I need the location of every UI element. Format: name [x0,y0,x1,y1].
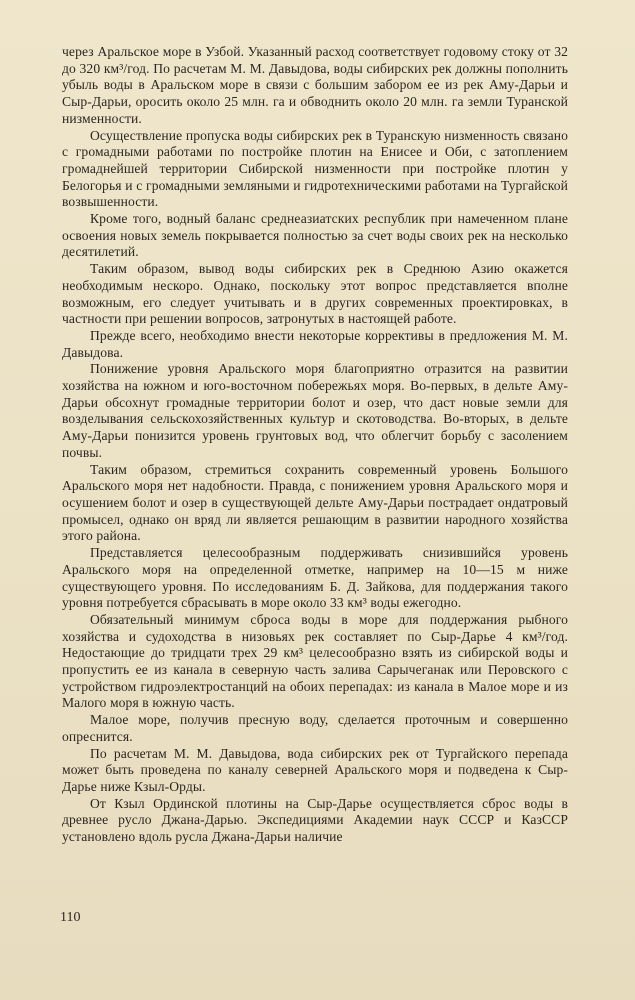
paragraph: Прежде всего, необходимо внести некоторые коррективы в предложения М. М. Давыдова. [62,327,568,360]
paragraph: Осуществление пропуска воды сибирских рек в Туранскую низменность связано с громадными работами по постройке плотин на Енисее и Оби, с затоплением громаднейшей территории Сибирской низменности при постройке плотин у Белогорья и с громадными земляными и гидротехническими работами на Тургайской возвышенности. [62,127,568,210]
paragraph: По расчетам М. М. Давыдова, вода сибирских рек от Тургайского перепада может быть проведена по каналу северней Аральского моря и подведена к Сыр-Дарье ниже Кзыл-Орды. [62,745,568,794]
page-number: 110 [60,910,81,925]
paragraph: Представляется целесообразным поддерживать снизившийся уровень Аральского моря на определенной отметке, например на 10—15 м ниже существующего уровня. По исследованиям Б. Д. Зайкова, для поддержания такого уровня потребуется сбрасывать в море около 33 км³ воды ежегодно. [62,545,568,611]
paragraph: Таким образом, стремиться сохранить современный уровень Большого Аральского моря нет надобности. Правда, с понижением уровня Аральского моря и осушением болот и озер в существующей дельте Аму-Дарьи пострадает ондатровый промысел, однако он вряд ли является решающим в развитии народного хозяйства этого района. [62,461,568,544]
paragraph: Кроме того, водный баланс среднеазиатских республик при намеченном плане освоения новых земель покрывается полностью за счет воды своих рек на несколько десятилетий. [62,211,568,260]
paragraph: через Аральское море в Узбой. Указанный расход соответствует годовому стоку от 32 до 320 км³/год. По расчетам М. М. Давыдова, воды сибирских рек должны пополнить убыль воды в Аральском море в связи с большим забором ее из рек Аму-Дарьи и Сыр-Дарьи, оросить около 25 млн. га и обводнить около 20 млн. га земли Туранской низменности. [62,44,568,126]
paragraph: Понижение уровня Аральского моря благоприятно отразится на развитии хозяйства на южном и юго-восточном побережьях моря. Во-первых, в дельте Аму-Дарьи обсохнут громадные территории болот и озер, что даст новые земли для возделывания сельскохозяйственных культур и скотоводства. Во-вторых, в дельте Аму-Дарьи понизится уровень грунтовых вод, что облегчит борьбу с засолением почвы. [62,361,568,460]
paragraph: Таким образом, вывод воды сибирских рек в Среднюю Азию окажется необходимым нескоро. Однако, поскольку этот вопрос представляется вполне возможным, его следует учитывать и в других современных проектировках, в частности при решении вопросов, затронутых в настоящей работе. [62,261,568,327]
paragraph: От Кзыл Ординской плотины на Сыр-Дарье осуществляется сброс воды в древнее русло Джана-Дарью. Экспедициями Академии наук СССР и КазССР установлено вдоль русла Джана-Дарьи наличие [62,795,568,845]
paragraph: Малое море, получив пресную воду, сделается проточным и совершенно опреснится. [62,712,568,744]
body-text [62,44,568,846]
paragraph: Обязательный минимум сброса воды в море для поддержания рыбного хозяйства и судоходства в низовьях рек составляет по Сыр-Дарье 4 км³/год. Недостающие до тридцати трех 29 км³ целесообразно взять из сибирской воды и пропустить ее из канала в северную часть залива Сарычеганак или Перовского с устройством гидроэлектростанций на обоих перепадах: из канала в Малое море и из Малого моря в южную часть. [62,611,568,711]
